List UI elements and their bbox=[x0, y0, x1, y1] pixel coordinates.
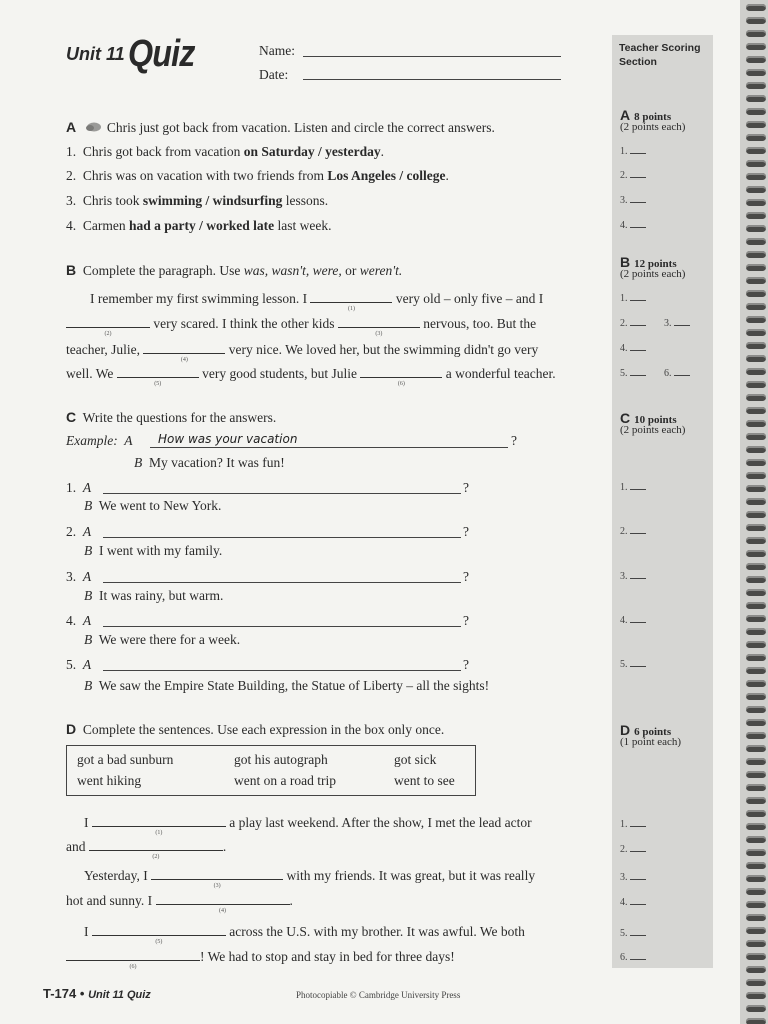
score-d-line-4[interactable] bbox=[620, 897, 646, 908]
blank-number: (6) bbox=[397, 381, 405, 387]
expression-3: got sick bbox=[394, 752, 437, 767]
score-a-line-4[interactable] bbox=[620, 220, 646, 231]
footer-page-ref bbox=[43, 986, 151, 1001]
paragraph-text: I bbox=[84, 815, 89, 830]
name-field[interactable] bbox=[303, 56, 561, 57]
blank-number: (3) bbox=[213, 883, 221, 889]
spiral-coil bbox=[746, 745, 766, 752]
spiral-coil bbox=[746, 1005, 766, 1012]
spiral-coil bbox=[746, 602, 766, 609]
date-field[interactable] bbox=[303, 79, 561, 80]
section-c-instruction: Write the questions for the answers. bbox=[82, 410, 277, 425]
score-line-number: 2. bbox=[620, 526, 628, 537]
scoring-title-line2: Section bbox=[619, 56, 657, 68]
item-number: 4. bbox=[66, 218, 77, 233]
c-item-3-qmark: ? bbox=[463, 569, 469, 584]
section-d-line-6 bbox=[66, 949, 455, 970]
blank-number: (4) bbox=[180, 357, 188, 363]
spiral-coil bbox=[746, 498, 766, 505]
score-c-line-5[interactable] bbox=[620, 659, 646, 670]
blank-number: (1) bbox=[347, 306, 355, 312]
spiral-coil bbox=[746, 407, 766, 414]
section-d-instruction: Complete the sentences. Use each expression in the box only once. bbox=[82, 722, 445, 737]
spiral-coil bbox=[746, 524, 766, 531]
paragraph-text: well. We bbox=[66, 366, 114, 381]
answer-choices[interactable]: had a party / worked late bbox=[129, 218, 275, 233]
c-item-5-answer-line[interactable] bbox=[103, 670, 461, 671]
c-item-1-b bbox=[84, 498, 221, 514]
footer-bullet: • bbox=[79, 986, 85, 1001]
spiral-coil bbox=[746, 680, 766, 687]
score-line-number: 2. bbox=[620, 318, 628, 329]
item-number: 1. bbox=[66, 144, 77, 159]
section-d-line-3 bbox=[84, 868, 536, 889]
blank-number: (4) bbox=[219, 908, 226, 914]
section-a-item-3 bbox=[66, 193, 328, 209]
blank-number: (3) bbox=[375, 331, 383, 337]
section-b-line-2 bbox=[66, 316, 537, 337]
d-blank-5[interactable] bbox=[92, 925, 226, 945]
section-b-instruction-mid: or bbox=[341, 263, 360, 278]
section-d-line-1 bbox=[84, 815, 532, 836]
spiral-binding bbox=[740, 0, 768, 1024]
scoring-title-line1: Teacher Scoring bbox=[619, 42, 701, 54]
c-item-2-answer-line[interactable] bbox=[103, 537, 461, 538]
spiral-coil bbox=[746, 589, 766, 596]
b-answer-text: We were there for a week. bbox=[98, 632, 241, 647]
section-d-instruction-row bbox=[66, 721, 444, 738]
spiral-coil bbox=[746, 147, 766, 154]
spiral-coil bbox=[746, 576, 766, 583]
paragraph-text: hot and sunny. I bbox=[66, 893, 153, 908]
spiral-coil bbox=[746, 654, 766, 661]
paragraph-text: ! We had to stop and stay in bed for three days! bbox=[200, 949, 455, 964]
paragraph-text: and bbox=[66, 839, 86, 854]
spiral-coil bbox=[746, 732, 766, 739]
spiral-coil bbox=[746, 940, 766, 947]
c-item-2-b bbox=[84, 543, 222, 559]
footer-unit: Unit 11 Quiz bbox=[88, 989, 151, 1001]
score-c-line-3[interactable] bbox=[620, 571, 646, 582]
c-item-3-a bbox=[66, 569, 91, 585]
score-b-letter: B bbox=[620, 254, 631, 270]
spiral-coil bbox=[746, 888, 766, 895]
section-b-instruction-italic: was, wasn't, were, bbox=[243, 263, 342, 278]
score-a-points: 8 points bbox=[634, 111, 672, 123]
spiral-coil bbox=[746, 342, 766, 349]
score-d-each: (1 point each) bbox=[620, 736, 682, 748]
spiral-coil bbox=[746, 329, 766, 336]
section-c-letter: C bbox=[66, 409, 77, 425]
blank-3[interactable] bbox=[338, 317, 420, 337]
spiral-coil bbox=[746, 95, 766, 102]
spiral-coil bbox=[746, 212, 766, 219]
spiral-coil bbox=[746, 394, 766, 401]
spiral-coil bbox=[746, 186, 766, 193]
score-a-line-3[interactable] bbox=[620, 195, 646, 206]
item-number: 5. bbox=[66, 657, 77, 672]
spiral-coil bbox=[746, 836, 766, 843]
item-number: 3. bbox=[66, 193, 77, 208]
d-blank-3[interactable] bbox=[151, 869, 283, 889]
spiral-coil bbox=[746, 355, 766, 362]
score-line-number: 6. bbox=[664, 368, 672, 379]
score-line-number: 1. bbox=[620, 482, 628, 493]
expression-1: got a bad sunburn bbox=[77, 752, 174, 767]
section-d-line-4 bbox=[66, 893, 293, 914]
score-b-line-6[interactable] bbox=[664, 368, 690, 379]
example-label bbox=[66, 433, 133, 449]
example-b-text: My vacation? It was fun! bbox=[149, 455, 285, 470]
score-line-number: 3. bbox=[620, 872, 628, 883]
a-label: A bbox=[82, 613, 92, 628]
expression-2: got his autograph bbox=[234, 752, 328, 767]
example-a-label: A bbox=[124, 433, 133, 448]
unit-label: Unit 11 bbox=[66, 44, 125, 64]
blank-number: (5) bbox=[154, 381, 162, 387]
b-label: B bbox=[84, 678, 93, 693]
score-b-each: (2 points each) bbox=[620, 268, 686, 280]
score-a-letter: A bbox=[620, 107, 631, 123]
section-a-instruction-row bbox=[66, 119, 495, 136]
audio-cd-icon bbox=[84, 121, 102, 133]
c-item-4-answer-line[interactable] bbox=[103, 626, 461, 627]
score-a-line-1[interactable] bbox=[620, 146, 646, 157]
spiral-coil bbox=[746, 537, 766, 544]
section-a-item-1 bbox=[66, 144, 384, 160]
paragraph-text: nervous, too. But the bbox=[423, 316, 537, 331]
spiral-coil bbox=[746, 82, 766, 89]
blank-number: (2) bbox=[152, 854, 160, 860]
spiral-coil bbox=[746, 433, 766, 440]
spiral-coil bbox=[746, 771, 766, 778]
spiral-coil bbox=[746, 368, 766, 375]
section-b-letter: B bbox=[66, 262, 77, 278]
paragraph-text: . bbox=[222, 839, 227, 854]
c-item-5-a bbox=[66, 657, 91, 673]
paragraph-text: a wonderful teacher. bbox=[445, 366, 556, 381]
score-c-letter: C bbox=[620, 410, 631, 426]
score-line-number: 1. bbox=[620, 146, 628, 157]
section-b-line-3 bbox=[66, 342, 539, 363]
score-line-number: 4. bbox=[620, 897, 628, 908]
expression-4: went hiking bbox=[77, 773, 142, 788]
score-b-line-3[interactable] bbox=[664, 318, 690, 329]
spiral-coil bbox=[746, 667, 766, 674]
paragraph-text: very scared. I think the other kids bbox=[153, 316, 335, 331]
blank-6[interactable] bbox=[360, 367, 442, 387]
spiral-coil bbox=[746, 927, 766, 934]
item-number: 3. bbox=[66, 569, 77, 584]
section-a-instruction: Chris just got back from vacation. Listen and circle the correct answers. bbox=[106, 120, 495, 135]
score-d-line-5[interactable] bbox=[620, 928, 646, 939]
score-line-number: 4. bbox=[620, 615, 628, 626]
score-d-line-6[interactable] bbox=[620, 952, 646, 963]
score-line-number: 5. bbox=[620, 928, 628, 939]
spiral-coil bbox=[746, 862, 766, 869]
item-text: Chris got back from vacation bbox=[82, 144, 244, 159]
spiral-coil bbox=[746, 992, 766, 999]
spiral-coil bbox=[746, 4, 766, 11]
score-d-line-2[interactable] bbox=[620, 844, 646, 855]
section-b-instruction-row bbox=[66, 262, 402, 279]
score-line-number: 3. bbox=[620, 195, 628, 206]
spiral-coil bbox=[746, 238, 766, 245]
page-number: T-174 bbox=[43, 986, 77, 1001]
spiral-coil bbox=[746, 797, 766, 804]
a-label: A bbox=[82, 480, 92, 495]
spiral-coil bbox=[746, 563, 766, 570]
blank-5[interactable] bbox=[117, 367, 199, 387]
a-label: A bbox=[82, 524, 92, 539]
spiral-coil bbox=[746, 251, 766, 258]
score-a-each: (2 points each) bbox=[620, 121, 686, 133]
spiral-coil bbox=[746, 914, 766, 921]
c-item-4-a bbox=[66, 613, 91, 629]
spiral-coil bbox=[746, 641, 766, 648]
item-text: Carmen bbox=[82, 218, 129, 233]
d-blank-4[interactable] bbox=[156, 894, 290, 914]
c-item-4-b bbox=[84, 632, 240, 648]
score-b-line-1[interactable] bbox=[620, 293, 646, 304]
b-label: B bbox=[84, 498, 93, 513]
b-label: B bbox=[84, 543, 93, 558]
spiral-coil bbox=[746, 264, 766, 271]
blank-2[interactable] bbox=[66, 317, 150, 337]
score-b-line-5[interactable] bbox=[620, 368, 646, 379]
spiral-coil bbox=[746, 316, 766, 323]
name-label: Name: bbox=[259, 43, 295, 58]
score-b-line-2[interactable] bbox=[620, 318, 646, 329]
example-handwritten-answer: How was your vacation bbox=[158, 432, 298, 446]
footer-copyright: Photocopiable © Cambridge University Press bbox=[296, 990, 461, 1000]
b-label: B bbox=[84, 588, 93, 603]
paragraph-text: I remember my first swimming lesson. I bbox=[90, 291, 308, 306]
d-blank-6[interactable] bbox=[66, 950, 200, 970]
score-c-line-1[interactable] bbox=[620, 482, 646, 493]
score-d-letter: D bbox=[620, 722, 631, 738]
spiral-coil bbox=[746, 69, 766, 76]
example-qmark: ? bbox=[511, 433, 517, 448]
blank-number: (5) bbox=[155, 939, 163, 945]
spiral-coil bbox=[746, 706, 766, 713]
item-number: 1. bbox=[66, 480, 77, 495]
item-number: 4. bbox=[66, 613, 77, 628]
score-line-number: 3. bbox=[664, 318, 672, 329]
section-d-line-5 bbox=[84, 924, 525, 945]
score-line-number: 3. bbox=[620, 571, 628, 582]
score-c-points: 10 points bbox=[634, 414, 677, 426]
item-text-end: last week. bbox=[274, 218, 332, 233]
blank-number: (2) bbox=[104, 331, 112, 337]
spiral-coil bbox=[746, 121, 766, 128]
spiral-coil bbox=[746, 719, 766, 726]
spiral-coil bbox=[746, 277, 766, 284]
spiral-coil bbox=[746, 30, 766, 37]
spiral-coil bbox=[746, 966, 766, 973]
a-label: A bbox=[82, 569, 92, 584]
expression-6: went to see bbox=[394, 773, 455, 788]
c-item-4-qmark: ? bbox=[463, 613, 469, 628]
paragraph-text: a play last weekend. After the show, I met the lead actor bbox=[229, 815, 532, 830]
section-b-instruction-italic2: weren't. bbox=[359, 263, 403, 278]
spiral-coil bbox=[746, 290, 766, 297]
c-item-5-qmark: ? bbox=[463, 657, 469, 672]
spiral-coil bbox=[746, 199, 766, 206]
spiral-coil bbox=[746, 810, 766, 817]
score-line-number: 2. bbox=[620, 844, 628, 855]
section-d-line-2 bbox=[66, 839, 227, 860]
score-a-line-2[interactable] bbox=[620, 170, 646, 181]
section-b-line-1 bbox=[90, 291, 544, 312]
paragraph-text: Yesterday, I bbox=[84, 868, 148, 883]
item-text: Chris took bbox=[82, 193, 143, 208]
b-answer-text: We saw the Empire State Building, the Statue of Liberty – all the sights! bbox=[98, 678, 490, 693]
example-answer-line bbox=[150, 447, 508, 448]
example-b-row bbox=[134, 455, 285, 471]
spiral-coil bbox=[746, 550, 766, 557]
spiral-coil bbox=[746, 134, 766, 141]
c-item-3-b bbox=[84, 588, 223, 604]
b-label: B bbox=[84, 632, 93, 647]
score-line-number: 4. bbox=[620, 343, 628, 354]
blank-number: (6) bbox=[129, 964, 137, 970]
score-line-number: 6. bbox=[620, 952, 628, 963]
example-label-text: Example: bbox=[66, 433, 118, 448]
paragraph-text: very good students, but Julie bbox=[202, 366, 358, 381]
spiral-coil bbox=[746, 628, 766, 635]
score-d-points: 6 points bbox=[634, 726, 672, 738]
paragraph-text: with my friends. It was great, but it was really bbox=[286, 868, 536, 883]
score-b-points: 12 points bbox=[634, 258, 677, 270]
spiral-coil bbox=[746, 160, 766, 167]
c-item-2-qmark: ? bbox=[463, 524, 469, 539]
c-item-5-b bbox=[84, 678, 489, 694]
spiral-coil bbox=[746, 446, 766, 453]
item-text-end: . bbox=[445, 168, 449, 183]
b-answer-text: I went with my family. bbox=[99, 543, 223, 558]
c-item-1-a bbox=[66, 480, 91, 496]
paragraph-text: . bbox=[289, 893, 293, 908]
d-blank-1[interactable] bbox=[92, 816, 226, 836]
score-line-number: 1. bbox=[620, 293, 628, 304]
paragraph-text: I bbox=[84, 924, 89, 939]
example-b-label: B bbox=[134, 455, 143, 470]
spiral-coil bbox=[746, 901, 766, 908]
spiral-coil bbox=[746, 693, 766, 700]
score-line-number: 1. bbox=[620, 819, 628, 830]
score-c-line-4[interactable] bbox=[620, 615, 646, 626]
score-line-number: 2. bbox=[620, 170, 628, 181]
b-answer-text: We went to New York. bbox=[98, 498, 222, 513]
spiral-coil bbox=[746, 485, 766, 492]
spiral-coil bbox=[746, 953, 766, 960]
spiral-coil bbox=[746, 17, 766, 24]
spiral-coil bbox=[746, 303, 766, 310]
spiral-coil bbox=[746, 1018, 766, 1024]
spiral-coil bbox=[746, 615, 766, 622]
section-a-item-2 bbox=[66, 168, 449, 184]
c-item-1-answer-line[interactable] bbox=[103, 493, 461, 494]
spiral-coil bbox=[746, 108, 766, 115]
expression-5: went on a road trip bbox=[234, 773, 336, 788]
section-b-line-4 bbox=[66, 366, 556, 387]
spiral-coil bbox=[746, 511, 766, 518]
c-item-3-answer-line[interactable] bbox=[103, 582, 461, 583]
spiral-coil bbox=[746, 823, 766, 830]
spiral-coil bbox=[746, 381, 766, 388]
expression-box bbox=[66, 745, 476, 796]
blank-4[interactable] bbox=[143, 343, 225, 363]
score-line-number: 4. bbox=[620, 220, 628, 231]
blank-1[interactable] bbox=[310, 292, 392, 312]
item-text-end: . bbox=[380, 144, 384, 159]
score-c-line-2[interactable] bbox=[620, 526, 646, 537]
spiral-coil bbox=[746, 979, 766, 986]
spiral-coil bbox=[746, 173, 766, 180]
section-c-instruction-row bbox=[66, 409, 276, 426]
score-b-line-4[interactable] bbox=[620, 343, 646, 354]
score-d-line-1[interactable] bbox=[620, 819, 646, 830]
scoring-title bbox=[619, 41, 701, 69]
answer-choices[interactable]: Los Angeles / college bbox=[327, 168, 446, 183]
item-text: Chris was on vacation with two friends from bbox=[82, 168, 328, 183]
c-item-2-a bbox=[66, 524, 91, 540]
blank-number: (1) bbox=[155, 830, 163, 836]
answer-choices[interactable]: on Saturday / yesterday bbox=[243, 144, 381, 159]
section-a-item-4 bbox=[66, 218, 331, 234]
a-label: A bbox=[82, 657, 92, 672]
paragraph-text: very old – only five – and I bbox=[395, 291, 544, 306]
spiral-coil bbox=[746, 849, 766, 856]
paragraph-text: across the U.S. with my brother. It was awful. We both bbox=[229, 924, 525, 939]
spiral-coil bbox=[746, 758, 766, 765]
item-number: 2. bbox=[66, 524, 77, 539]
date-label: Date: bbox=[259, 67, 289, 82]
spiral-coil bbox=[746, 472, 766, 479]
spiral-coil bbox=[746, 875, 766, 882]
section-d-letter: D bbox=[66, 721, 77, 737]
paragraph-text: teacher, Julie, bbox=[66, 342, 141, 357]
score-c-each: (2 points each) bbox=[620, 424, 686, 436]
score-line-number: 5. bbox=[620, 659, 628, 670]
spiral-coil bbox=[746, 56, 766, 63]
spiral-coil bbox=[746, 784, 766, 791]
spiral-coil bbox=[746, 225, 766, 232]
spiral-coil bbox=[746, 459, 766, 466]
answer-choices[interactable]: swimming / windsurfing bbox=[142, 193, 283, 208]
spiral-coil bbox=[746, 420, 766, 427]
d-blank-2[interactable] bbox=[89, 840, 223, 860]
score-line-number: 5. bbox=[620, 368, 628, 379]
c-item-1-qmark: ? bbox=[463, 480, 469, 495]
quiz-title: Quiz bbox=[128, 33, 195, 75]
spiral-coil bbox=[746, 43, 766, 50]
section-b-instruction: Complete the paragraph. Use bbox=[82, 263, 244, 278]
item-text-end: lessons. bbox=[282, 193, 329, 208]
item-number: 2. bbox=[66, 168, 77, 183]
score-d-line-3[interactable] bbox=[620, 872, 646, 883]
section-a-letter: A bbox=[66, 119, 77, 135]
b-answer-text: It was rainy, but warm. bbox=[99, 588, 224, 603]
paragraph-text: very nice. We loved her, but the swimming didn't go very bbox=[228, 342, 539, 357]
